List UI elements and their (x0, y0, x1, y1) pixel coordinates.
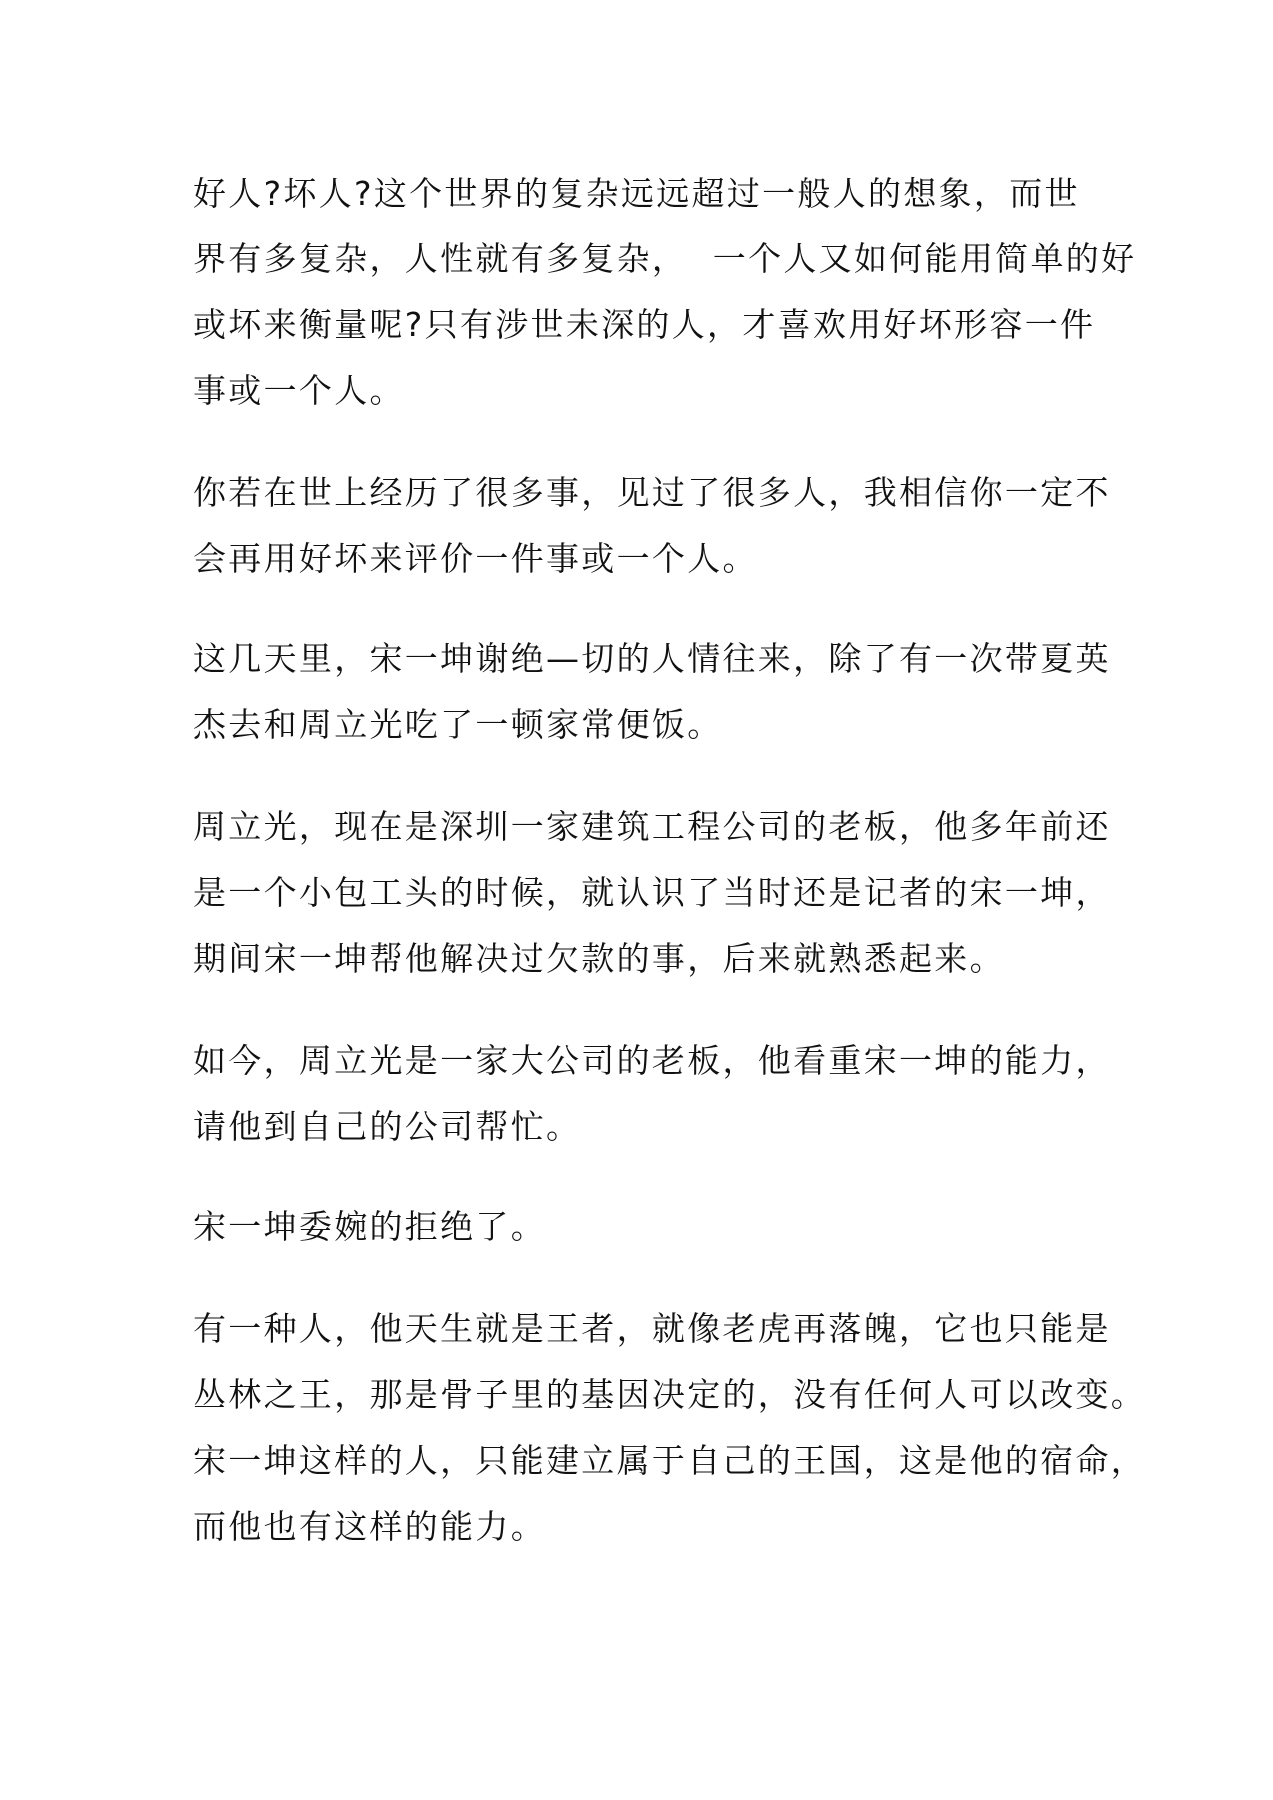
text-line: 你若在世上经历了很多事，见过了很多人，我相信你一定不 (193, 473, 1111, 512)
text-line: 是一个小包工头的时候，就认识了当时还是记者的宋一坤， (193, 873, 1111, 912)
text-line: 请他到自己的公司帮忙。 (193, 1107, 582, 1146)
text-line: 或坏来衡量呢?只有涉世未深的人，才喜欢用好坏形容一件 (193, 305, 1096, 344)
text-line: 期间宋一坤帮他解决过欠款的事，后来就熟悉起来。 (193, 939, 1005, 978)
text-line: 周立光，现在是深圳一家建筑工程公司的老板，他多年前还 (193, 807, 1111, 846)
text-line: 这几天里，宋一坤谢绝—切的人情往来，除了有一次带夏英 (193, 639, 1111, 678)
text-line: 界有多复杂，人性就有多复杂， 一个人又如何能用简单的好 (193, 239, 1137, 278)
text-line: 有一种人，他天生就是王者，就像老虎再落魄，它也只能是 (193, 1309, 1111, 1348)
text-line: 丛林之王，那是骨子里的基因决定的，没有任何人可以改变。 (193, 1375, 1147, 1414)
text-line: 而他也有这样的能力。 (193, 1507, 546, 1546)
text-line: 杰去和周立光吃了一顿家常便饭。 (193, 705, 723, 744)
text-line: 宋一坤委婉的拒绝了。 (193, 1207, 546, 1246)
text-line: 会再用好坏来评价一件事或一个人。 (193, 539, 758, 578)
text-line: 宋一坤这样的人，只能建立属于自己的王国，这是他的宿命， (193, 1441, 1147, 1480)
text-line: 好人?坏人?这个世界的复杂远远超过一般人的想象，而世 (193, 174, 1080, 213)
text-line: 如今，周立光是一家大公司的老板，他看重宋一坤的能力， (193, 1041, 1111, 1080)
text-line: 事或一个人。 (193, 371, 405, 410)
